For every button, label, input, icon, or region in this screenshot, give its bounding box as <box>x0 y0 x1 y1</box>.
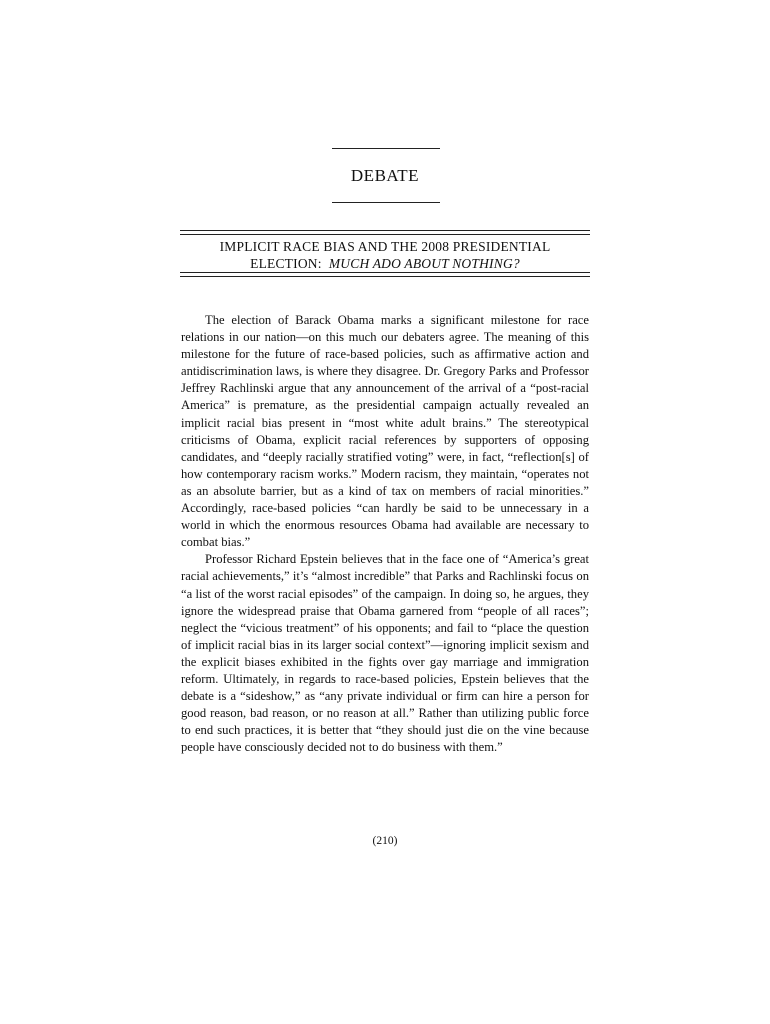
page-number: (210) <box>372 835 398 847</box>
body-paragraph-1: The election of Barack Obama marks a significant milestone for race relations in our nation—on this much our debaters agree. The meaning of this milestone for the future of race-based policies, such as affirmative action and antidiscrimination laws, is where they disagree. Dr. Gregory Parks and Professor Jeffrey Rachlinski argue that any announcement of the arrival of a “post-racial America” is premature, as the presidential campaign actually revealed an implicit racial bias present in “most white adult brains.” The stereotypical criticisms of Obama, explicit racial references by supporters of opposing candidates, and “deeply racially stratified voting” were, in fact, “reflection[s] of how contemporary racism works.” Modern racism, they maintain, “operates not as an absolute barrier, but as a kind of tax on members of racial minorities.” Accordingly, race-based policies “can hardly be said to be unnecessary in a world in which the enormous resources Obama had available are necessary to combat bias.” <box>181 313 589 550</box>
title-bottom-double-rule <box>180 272 590 277</box>
article-body <box>181 312 589 756</box>
top-rule <box>332 148 440 149</box>
body-paragraph-2: Professor Richard Epstein believes that in the face one of “America’s great racial achievements,” it’s “almost incredible” that Parks and Rachlinski focus on “a list of the worst racial episodes” of the campaign. In doing so, he argues, they ignore the widespread praise that Obama garnered from “people of all races”; neglect the “vicious treatment” of his opponents; and fail to “place the question of implicit racial bias in its larger social context”—ignoring implicit sexism and the explicit biases exhibited in the fights over gay marriage and immigration reform. Ultimately, in regards to race-based policies, Epstein believes that the debate is a “sideshow,” as “any private individual or firm can hire a person for good reason, bad reason, or no reason at all.” Rather than utilizing public force to end such practices, it is better that “they should just die on the vine because people have consciously decided not to do business with them.” <box>181 552 589 755</box>
section-rule <box>332 202 440 203</box>
article-title <box>180 238 590 272</box>
title-line-1: IMPLICIT RACE BIAS AND THE 2008 PRESIDENTIAL <box>219 239 551 254</box>
title-top-double-rule <box>180 230 590 235</box>
title-line-2-prefix: ELECTION: <box>250 256 322 271</box>
section-label: DEBATE <box>350 166 420 185</box>
title-line-2 <box>180 255 590 272</box>
title-line-2-italic: MUCH ADO ABOUT NOTHING? <box>328 256 520 271</box>
